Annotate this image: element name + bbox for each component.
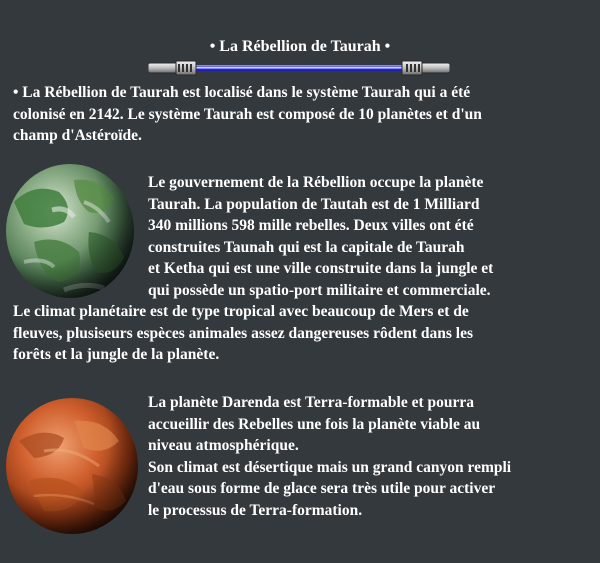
intro-paragraph bbox=[13, 82, 482, 147]
darenda-line: accueillir des Rebelles une fois la planète viable au bbox=[148, 415, 481, 433]
climate-line: Le climat planétaire est de type tropical avec beaucoup de Mers et de bbox=[13, 303, 469, 320]
climate-line: fleuves, plusiseurs espèces animales assez dangereuses rôdent dans les bbox=[13, 324, 473, 342]
planet-darenda-image bbox=[4, 396, 140, 536]
page-title: • La Rébellion de Taurah • bbox=[209, 38, 391, 55]
intro-line: colonisé en 2142. Le système Taurah est composé de 10 planètes et d'un bbox=[13, 105, 482, 123]
darenda-line: Son climat est désertique mais un grand canyon rempli bbox=[148, 458, 512, 476]
intro-line: • La Rébellion de Taurah est localisé dans le système Taurah qui a été bbox=[13, 84, 471, 101]
darenda-paragraph bbox=[148, 392, 511, 521]
lightsaber-divider bbox=[148, 60, 450, 76]
government-line: Le gouvernement de la Rébellion occupe la planète bbox=[148, 174, 484, 191]
government-line: et Ketha qui est une ville construite dans la jungle et bbox=[148, 260, 494, 277]
climate-line: forêts et la jungle de la planète. bbox=[13, 346, 220, 363]
climate-paragraph bbox=[13, 301, 473, 366]
government-line: 340 millions 598 mille rebelles. Deux villes ont été bbox=[148, 217, 474, 234]
government-line: qui possède un spatio-port militaire et commerciale. bbox=[148, 281, 491, 299]
government-paragraph bbox=[148, 172, 493, 301]
darenda-line: le processus de Terra-formation. bbox=[148, 501, 363, 519]
darenda-line: La planète Darenda est Terra-formable et pourra bbox=[148, 394, 475, 411]
intro-line: champ d'Astéroïde. bbox=[13, 127, 142, 144]
darenda-line: niveau atmosphérique. bbox=[148, 437, 299, 454]
government-line: Taurah. La population de Tautah est de 1 Milliard bbox=[148, 195, 480, 213]
government-line: construites Taunah qui est la capitale de Taurah bbox=[148, 238, 465, 256]
darenda-line: d'eau sous forme de glace sera très utile pour activer bbox=[148, 480, 496, 497]
planet-taurah-image bbox=[4, 162, 136, 300]
